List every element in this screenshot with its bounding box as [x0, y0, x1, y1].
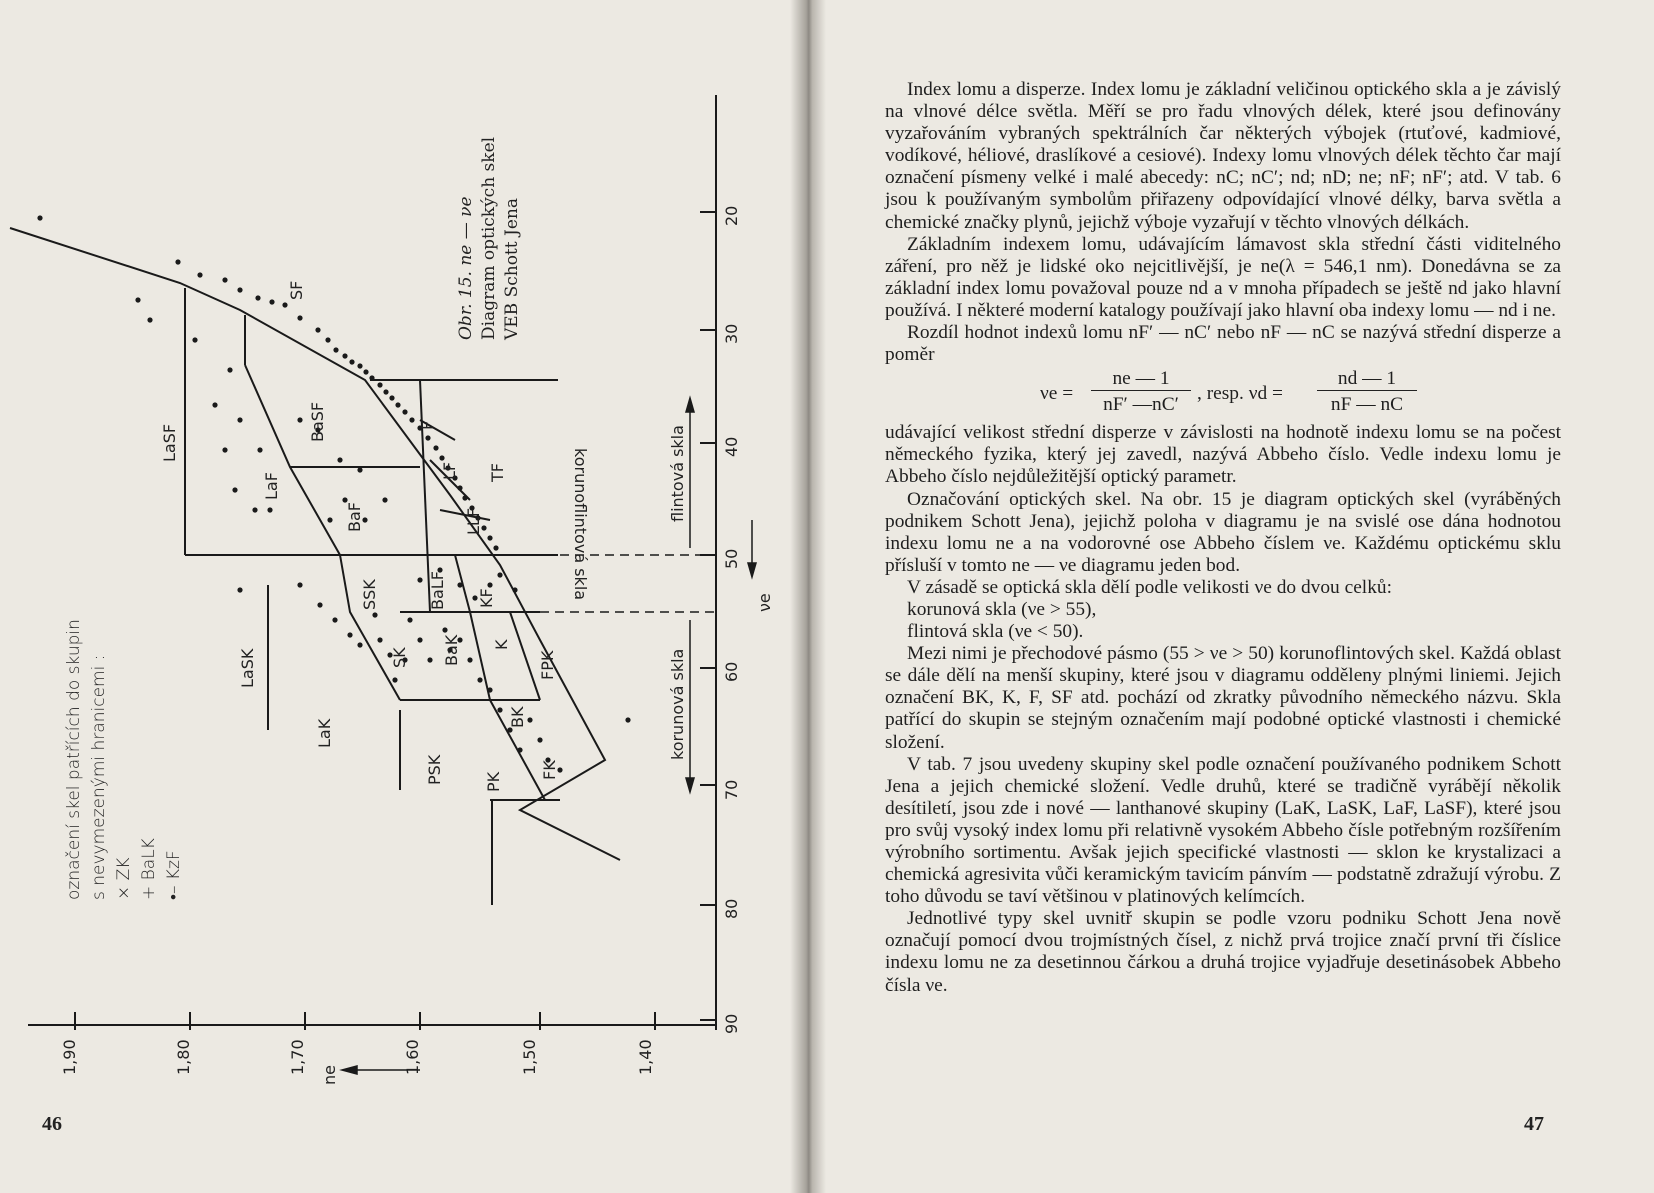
group-label: SF — [287, 280, 306, 300]
paragraph: Mezi nimi je přechodové pásmo (55 > νe > 50) korunoflintových skel. Každá oblast se dále dělí na menší skupiny, které jsou v diagramu odděleny plnými liniemi. Jejich označení BK, K, F, SF atd. pochází od zkratky původního německého názvu. Skla patřící do skupin se stejným označením mají podobné optické vlastnosti i chemické složení. — [885, 643, 1561, 753]
arrow-up-icon — [686, 398, 694, 412]
glass-point — [462, 495, 467, 500]
x-tick-label: 30 — [722, 323, 741, 344]
paragraph: udávající velikost střední disperze v závislosti na hodnotě indexu lomu se na počest německého fyzika, který jej zavedl, nazývá Abbeho číslo. Vedle indexu lomu je Abbeho číslo nejdůležitější optický parametr. — [885, 422, 1561, 488]
group-label: TF — [488, 463, 507, 482]
glass-point — [147, 317, 152, 322]
glass-point — [392, 677, 397, 682]
glass-point — [237, 587, 242, 592]
glass-point — [232, 487, 237, 492]
glass-point — [377, 637, 382, 642]
boundary-line — [455, 555, 470, 612]
glass-point — [493, 545, 498, 550]
glass-point — [332, 617, 337, 622]
boundary-line — [470, 612, 490, 700]
glass-point — [357, 467, 362, 472]
glass-point — [487, 687, 492, 692]
formula-middle: , resp. νd = — [1197, 383, 1283, 405]
glass-point — [252, 507, 257, 512]
formula-numerator: nd — 1 — [1317, 368, 1417, 391]
group-label: BaK — [442, 634, 461, 666]
legend-line: •– KzF — [164, 850, 184, 900]
glass-point — [457, 582, 462, 587]
glass-point — [347, 632, 352, 637]
glass-point — [377, 382, 382, 387]
x-tick-label: 80 — [722, 898, 741, 919]
glass-point — [267, 507, 272, 512]
formula-denominator: nF — nC — [1330, 394, 1404, 416]
x-tick-label: 60 — [722, 661, 741, 682]
glass-point — [427, 657, 432, 662]
glass-point — [497, 572, 502, 577]
glass-point — [327, 517, 332, 522]
paragraph: Index lomu a disperze. Index lomu je základní veličinou optického skla a je závislý na vlnové délce světla. Měří se pro řadu vlnových délek, které jsou definovány vyzařováním vybraných spektrálních čar některých výbojek (rtuťové, kadmiové, vodíkové, héliové, draslíkové a cesiové). Indexy lomu vlnových délek těchto čar mají označení písmeny velké i malé abecedy: nC; nC′; nd; nD; ne; nF; nF′; atd. V tab. 6 jsou k používaným symbolům přiřazeny odpovídající vlnové délky, barva světla a chemické značky plynů, jejichž výboje vyzařují v těchto vlnových délkách. — [885, 79, 1561, 233]
glass-point — [357, 642, 362, 647]
glass-point — [497, 707, 502, 712]
glass-point — [315, 327, 320, 332]
arrow-down-icon — [748, 563, 756, 577]
glass-point — [625, 717, 630, 722]
group-label: LLF — [464, 507, 483, 535]
y-tick-label: 1,90 — [60, 1039, 79, 1075]
glass-point — [227, 367, 232, 372]
caption-line: Diagram optických skel — [479, 136, 499, 340]
glass-point — [395, 402, 400, 407]
glass-point — [439, 455, 444, 460]
paragraph: Rozdíl hodnot indexů lomu nF′ — nC′ nebo nF — nC se nazývá střední disperze a poměr — [885, 322, 1561, 366]
glass-point — [325, 337, 330, 342]
figure-caption — [455, 137, 524, 340]
glass-point — [417, 577, 422, 582]
glass-point — [363, 369, 368, 374]
group-label: SK — [390, 647, 409, 668]
glass-point — [212, 402, 217, 407]
y-tick-label: 1,80 — [174, 1039, 193, 1075]
paragraph: Označování optických skel. Na obr. 15 je diagram optických skel (vyráběných podnikem Schott Jena), jejichž poloha v diagramu je na svislé ose dána hodnotou indexu lomu ne a na vodorovné ose Abbeho číslem νe. Každému optickému sklu přísluší v tomto ne — νe diagramu jeden bod. — [885, 488, 1561, 576]
group-label: PSK — [425, 754, 444, 785]
y-tick-label: 1,60 — [403, 1039, 422, 1075]
paragraph: Základním indexem lomu, udávajícím lámavost skla střední části viditelného záření, pro něž je lidské oko nejcitlivější, je ne(λ = 546,1 nm). Donedávna se za základní index lomu považoval pouze nd a v mnoha případech se ještě nd jako hlavní používá. I některé moderní katalogy používají jako hlavní oba indexy lomu — nd i ne. — [885, 233, 1561, 321]
glass-point — [342, 353, 347, 358]
legend-line: + BaLK — [139, 838, 159, 900]
y-tick-label: 1,50 — [520, 1039, 539, 1075]
glass-point — [487, 582, 492, 587]
group-label: F — [418, 420, 437, 430]
glass-point — [425, 435, 430, 440]
x-axis-label: νe — [755, 593, 774, 612]
list-item: flintová skla (νe < 50). — [907, 621, 1084, 643]
glass-point — [409, 417, 414, 422]
x-tick-label: 20 — [722, 205, 741, 226]
x-tick-label: 90 — [722, 1013, 741, 1034]
glass-point — [237, 287, 242, 292]
formula-numerator: ne — 1 — [1091, 368, 1191, 391]
page-number-right: 47 — [1524, 1113, 1544, 1135]
glass-point — [372, 612, 377, 617]
x-tick-label: 50 — [722, 548, 741, 569]
group-label: LaF — [262, 472, 281, 500]
glass-point — [337, 457, 342, 462]
glass-point — [407, 617, 412, 622]
group-label: LaSK — [238, 648, 257, 688]
legend-line: s nevymezenými hranicemi : — [89, 654, 109, 900]
glass-point — [477, 677, 482, 682]
paragraph: Jednotlivé typy skel uvnitř skupin se podle vzoru podniku Schott Jena nově označují pomocí dvou trojmístných čísel, z nichž prvá trojice značí první tři číslice indexu lomu ne za desetinnou čárkou a druhá trojice vyjadřuje desetinásobek Abbeho čísla νe. — [885, 908, 1561, 996]
group-label: BaLF — [428, 571, 447, 610]
glass-point — [457, 485, 462, 490]
glass-point — [269, 299, 274, 304]
glass-point — [517, 747, 522, 752]
y-axis-label: ne — [320, 1065, 339, 1085]
y-tick-label: 1,70 — [288, 1039, 307, 1075]
glass-point — [383, 389, 388, 394]
glass-point — [175, 259, 180, 264]
glass-point — [349, 359, 354, 364]
glass-point — [135, 297, 140, 302]
y-tick-label: 1,40 — [636, 1039, 655, 1075]
abbe-formula — [885, 366, 1561, 422]
glass-point — [297, 582, 302, 587]
caption-line: Obr. 15. ne — νe — [456, 196, 476, 340]
list-item: korunová skla (νe > 55), — [907, 598, 1097, 620]
paragraph: V tab. 7 jsou uvedeny skupiny skel podle označení používaného podnikem Schott Jena a jejich chemické složení. Vedle druhů, které se tradičně vyrábějí několik desítiletí, jsou zde i nové — lanthanové skupiny (LaK, LaSK, LaF, LaSF), které jsou pro svůj vysoký index lomu při relativně vysokém Abbeho čísle potřebným rozšířením výrobního sortimentu. Avšak jejich specifické vlastnosti — sklon ke krystalizaci a chemická agresivita vůči keramickým tavicím pánvím — podstatně zdražují výrobu. Z toho důvodu se taví většinou v platinových kelímcích. — [885, 753, 1561, 908]
group-label: KF — [477, 588, 496, 608]
glass-point — [512, 587, 517, 592]
body-text — [885, 79, 1561, 997]
glass-point — [255, 295, 260, 300]
arrow-down-icon — [686, 778, 694, 792]
group-label: BK — [508, 706, 527, 728]
group-label: SSK — [360, 579, 379, 610]
glass-point — [433, 445, 438, 450]
group-label: K — [492, 639, 511, 650]
x-tick-label: 70 — [722, 779, 741, 800]
glass-point — [297, 315, 302, 320]
caption-line: VEB Schott Jena — [502, 198, 522, 340]
glass-point — [237, 417, 242, 422]
glass-point — [537, 737, 542, 742]
glass-point — [257, 447, 262, 452]
glass-point — [402, 409, 407, 414]
boundary-line — [510, 612, 540, 700]
glass-point — [197, 272, 202, 277]
group-label: FK — [540, 760, 559, 780]
glass-point — [507, 727, 512, 732]
arrow-left-icon — [342, 1066, 357, 1074]
glass-point — [467, 657, 472, 662]
group-label: LF — [440, 461, 459, 480]
group-label: LaSF — [160, 423, 179, 462]
region-label-flint: flintová skla — [668, 425, 687, 522]
glass-diagram — [0, 0, 808, 1193]
group-label: FPK — [538, 650, 557, 680]
legend-line: označení skel patřících do skupin — [64, 619, 84, 900]
group-label: PK — [484, 771, 503, 792]
formula-lhs: νe = — [1040, 383, 1074, 405]
region-label-crown-flint: korunoflintová skla — [571, 448, 590, 601]
glass-point — [317, 602, 322, 607]
x-tick-label: 40 — [722, 436, 741, 457]
glass-point — [417, 637, 422, 642]
glass-point — [37, 215, 42, 220]
group-label: LaK — [315, 718, 334, 748]
legend-line: × ZK — [114, 857, 134, 900]
glass-point — [382, 497, 387, 502]
glass-point — [389, 395, 394, 400]
formula-denominator: nF′ —nC′ — [1103, 394, 1179, 416]
paragraph: V zásadě se optická skla dělí podle velikosti νe do dvou celků: — [907, 576, 1392, 598]
glass-point — [369, 375, 374, 380]
glass-point — [527, 717, 532, 722]
glass-point — [222, 277, 227, 282]
group-label: BaSF — [308, 401, 327, 442]
glass-point — [282, 302, 287, 307]
region-label-crown: korunová skla — [668, 648, 687, 760]
group-label: BaF — [345, 502, 364, 532]
glass-point — [333, 347, 338, 352]
glass-point — [487, 535, 492, 540]
glass-point — [192, 337, 197, 342]
glass-point — [442, 627, 447, 632]
page-number-left: 46 — [42, 1113, 62, 1135]
glass-point — [357, 363, 362, 368]
glass-point — [222, 447, 227, 452]
glass-point — [297, 417, 302, 422]
figure-legend — [62, 619, 187, 900]
